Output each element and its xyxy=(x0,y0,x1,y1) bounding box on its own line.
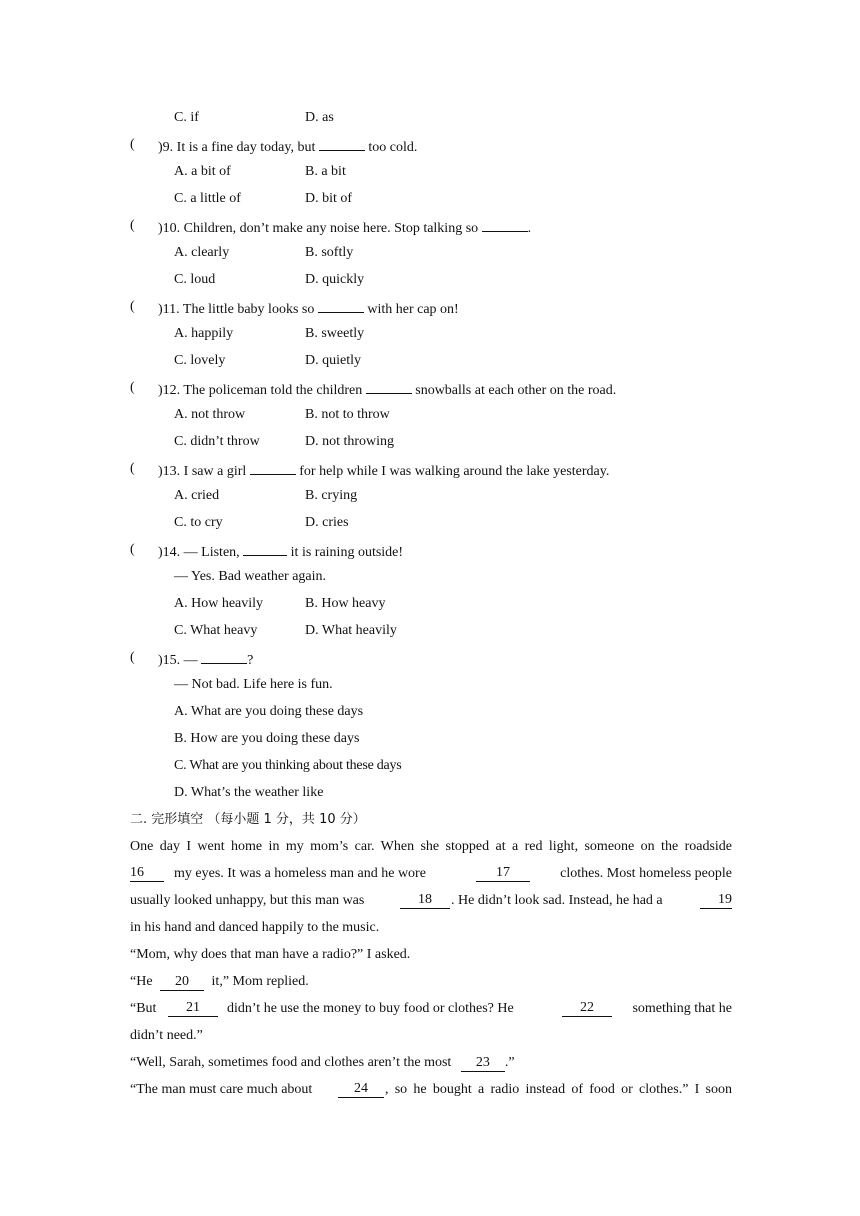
option-c: C. if xyxy=(174,110,199,125)
question-stem: )9. It is a fine day today, but too cold. xyxy=(158,136,417,157)
answer-paren: ( xyxy=(130,380,135,395)
question-number: )9. xyxy=(158,140,174,155)
option-a: A. a bit of xyxy=(174,164,231,179)
option-b: B. a bit xyxy=(305,164,346,179)
cloze-line-2: 16 my eyes. It was a homeless man and he wore 17 clothes. Most homeless people xyxy=(130,865,732,881)
question-number: )14. xyxy=(158,545,181,560)
option-b: B. not to throw xyxy=(305,407,390,422)
cloze-blank-20: 20 xyxy=(160,974,204,991)
question-stem: )12. The policeman told the children snowballs at each other on the road. xyxy=(158,379,616,400)
option-a: A. How heavily xyxy=(174,596,264,611)
answer-paren: ( xyxy=(130,542,135,557)
option-c: C. What heavy xyxy=(174,623,258,638)
cloze-blank-21: 21 xyxy=(168,1000,218,1017)
cloze-line-7: “But 21 didn’t he use the money to buy food or clothes? He 22 something that he xyxy=(130,1000,732,1016)
question-stem: )13. I saw a girl for help while I was walking around the lake yesterday. xyxy=(158,460,609,481)
question-stem: )14. — Listen, it is raining outside! xyxy=(158,541,403,562)
option-a: A. happily xyxy=(174,326,234,341)
option-b: B. crying xyxy=(305,488,358,503)
option-c: C. didn’t throw xyxy=(174,434,260,449)
cloze-blank-18: 18 xyxy=(400,892,450,909)
option-c: C. lovely xyxy=(174,353,226,368)
option-b: B. sweetly xyxy=(305,326,365,341)
dialogue-reply: — Yes. Bad weather again. xyxy=(174,569,327,584)
section-title: 二. 完形填空 （每小题 1 分，共 10 分） xyxy=(130,812,366,827)
option-d: D. cries xyxy=(305,515,349,530)
question-number: )12. xyxy=(158,383,181,398)
answer-blank xyxy=(366,379,412,394)
option-b: B. softly xyxy=(305,245,354,260)
option-d: D. quickly xyxy=(305,272,365,287)
option-d: D. quietly xyxy=(305,353,361,368)
option-b: B. How heavy xyxy=(305,596,386,611)
answer-blank xyxy=(201,649,247,664)
option-a: A. What are you doing these days xyxy=(174,704,364,719)
option-d: D. as xyxy=(305,110,334,125)
question-stem: )15. — ? xyxy=(158,649,253,670)
question-number: )15. xyxy=(158,653,181,668)
cloze-blank-17: 17 xyxy=(476,865,530,882)
cloze-line-3: usually looked unhappy, but this man was 18 . He didn’t look sad. Instead, he had a 19 xyxy=(130,892,732,908)
answer-blank xyxy=(250,460,296,475)
cloze-line-4: in his hand and danced happily to the music. xyxy=(130,920,380,935)
option-d: D. not throwing xyxy=(305,434,395,449)
option-b: B. How are you doing these days xyxy=(174,731,360,746)
option-d: D. What heavily xyxy=(305,623,397,638)
question-number: )13. xyxy=(158,464,181,479)
answer-paren: ( xyxy=(130,299,135,314)
cloze-blank-19: 19 xyxy=(700,892,732,909)
answer-paren: ( xyxy=(130,650,135,665)
option-d: D. What’s the weather like xyxy=(174,785,324,800)
question-stem: )11. The little baby looks so with her cap on! xyxy=(158,298,459,319)
option-a: A. not throw xyxy=(174,407,246,422)
answer-paren: ( xyxy=(130,218,135,233)
cloze-line-9: “Well, Sarah, sometimes food and clothes aren’t the most 23 .” xyxy=(130,1055,515,1070)
option-a: A. clearly xyxy=(174,245,230,260)
option-c: C. a little of xyxy=(174,191,241,206)
cloze-line-1: One day I went home in my mom’s car. When she stopped at a red light, someone on the roadside xyxy=(130,839,732,854)
cloze-blank-22: 22 xyxy=(562,1000,612,1017)
cloze-blank-24: 24 xyxy=(338,1081,384,1098)
question-stem: )10. Children, don’t make any noise here. Stop talking so . xyxy=(158,217,531,238)
question-number: )11. xyxy=(158,302,180,317)
option-c: C. What are you thinking about these days xyxy=(174,758,402,773)
cloze-line-5: “Mom, why does that man have a radio?” I asked. xyxy=(130,947,411,962)
answer-blank xyxy=(243,541,287,556)
cloze-blank-23: 23 xyxy=(461,1055,505,1072)
option-c: C. to cry xyxy=(174,515,223,530)
option-c: C. loud xyxy=(174,272,216,287)
question-number: )10. xyxy=(158,221,181,236)
answer-blank xyxy=(319,136,365,151)
answer-blank xyxy=(482,217,528,232)
option-a: A. cried xyxy=(174,488,220,503)
option-d: D. bit of xyxy=(305,191,353,206)
cloze-line-10: “The man must care much about 24 , so he bought a radio instead of food or clothes.” I soon xyxy=(130,1081,732,1097)
answer-paren: ( xyxy=(130,461,135,476)
dialogue-reply: — Not bad. Life here is fun. xyxy=(174,677,333,692)
cloze-blank-16: 16 xyxy=(130,865,164,882)
cloze-line-6: “He 20 it,” Mom replied. xyxy=(130,974,309,989)
answer-paren: ( xyxy=(130,137,135,152)
answer-blank xyxy=(318,298,364,313)
cloze-line-8: didn’t need.” xyxy=(130,1028,203,1043)
